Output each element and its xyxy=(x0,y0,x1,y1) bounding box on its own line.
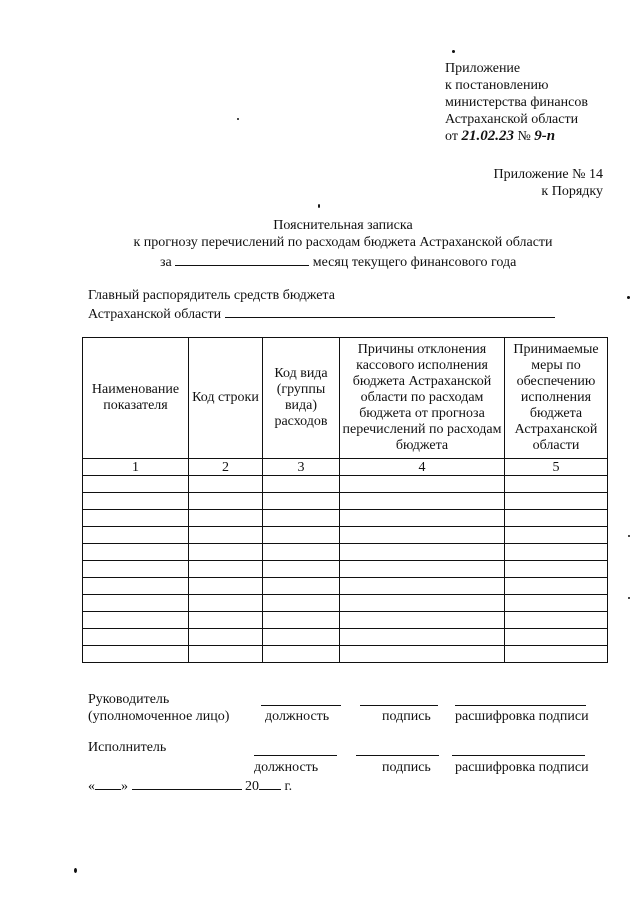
table-cell xyxy=(189,510,263,527)
scan-speck xyxy=(318,204,320,208)
date-month-blank xyxy=(132,776,242,790)
table-cell xyxy=(83,493,189,510)
appendix-order: к Порядку xyxy=(541,184,603,199)
table-header-row xyxy=(83,338,608,459)
scan-speck xyxy=(627,296,630,299)
approval-line-1: Приложение xyxy=(445,61,521,76)
table-cell xyxy=(505,544,608,561)
table-row xyxy=(83,612,608,629)
table-cell xyxy=(83,561,189,578)
column-number-2: 2 xyxy=(189,459,263,476)
table-cell xyxy=(263,544,340,561)
table-cell xyxy=(263,476,340,493)
approval-number-sign: № xyxy=(517,129,531,144)
executor-position-line xyxy=(254,755,337,756)
table-row xyxy=(83,544,608,561)
head-position-caption: должность xyxy=(265,709,330,724)
executor-position-caption: должность xyxy=(254,760,319,775)
approval-date-value: 21.02.23 xyxy=(461,128,514,144)
head-position-line xyxy=(261,705,341,706)
table-row xyxy=(83,561,608,578)
table-cell xyxy=(189,595,263,612)
table-row xyxy=(83,578,608,595)
approval-line-4: Астраханской области xyxy=(445,112,579,127)
head-signature-line xyxy=(360,705,438,706)
table-cell xyxy=(263,527,340,544)
table-cell xyxy=(83,629,189,646)
manager-line-2 xyxy=(88,304,555,323)
executor-signature-caption: подпись xyxy=(382,760,431,775)
approval-line-2: к постановлению xyxy=(445,78,549,93)
table-cell xyxy=(189,612,263,629)
table-cell xyxy=(189,493,263,510)
date-year-suffix: г. xyxy=(284,779,293,794)
table-cell xyxy=(263,595,340,612)
table-row xyxy=(83,629,608,646)
table-cell xyxy=(83,578,189,595)
table-cell xyxy=(189,476,263,493)
table-cell xyxy=(83,510,189,527)
period-blank xyxy=(175,252,309,266)
header-deviation-reasons: Причины отклонения кассового исполнения бюджета Астраханской области по расходам бюджета от прогноза перечислений по расходам бюджета xyxy=(340,338,505,459)
table-cell xyxy=(505,629,608,646)
date-year-prefix: 20 xyxy=(245,779,259,794)
table-cell xyxy=(83,612,189,629)
table-cell xyxy=(189,561,263,578)
table-cell xyxy=(340,476,505,493)
table-cell xyxy=(505,612,608,629)
date-line xyxy=(88,776,292,795)
header-indicator-name: Наименование показателя xyxy=(83,338,189,459)
manager-blank xyxy=(225,304,555,318)
period-prefix: за xyxy=(160,255,172,270)
period-suffix: месяц текущего финансового года xyxy=(312,255,517,270)
table-cell xyxy=(505,527,608,544)
document-period-line xyxy=(160,252,516,271)
table-cell xyxy=(340,544,505,561)
table-row xyxy=(83,510,608,527)
table-cell xyxy=(263,493,340,510)
table-cell xyxy=(340,595,505,612)
column-number-row xyxy=(83,459,608,476)
scan-speck xyxy=(628,535,630,537)
header-measures: Принимаемые меры по обеспечению исполнения бюджета Астраханской области xyxy=(505,338,608,459)
table-cell xyxy=(83,476,189,493)
scan-speck xyxy=(628,597,630,599)
scan-speck xyxy=(237,118,239,120)
date-year-blank xyxy=(259,776,281,790)
approval-line-3: министерства финансов xyxy=(445,95,588,110)
table-cell xyxy=(340,578,505,595)
document-title: Пояснительная записка xyxy=(273,218,413,233)
table-cell xyxy=(505,510,608,527)
executor-label: Исполнитель xyxy=(88,740,167,755)
column-number-4: 4 xyxy=(340,459,505,476)
manager-region: Астраханской области xyxy=(88,307,222,322)
approval-date-line xyxy=(445,128,555,145)
executor-signature-line xyxy=(356,755,439,756)
table-cell xyxy=(505,493,608,510)
appendix-number: Приложение № 14 xyxy=(493,167,603,182)
approval-date-prefix: от xyxy=(445,129,458,144)
table-cell xyxy=(189,646,263,663)
executor-decoding-line xyxy=(452,755,585,756)
table-cell xyxy=(340,493,505,510)
column-number-5: 5 xyxy=(505,459,608,476)
table-cell xyxy=(189,544,263,561)
head-decoding-line xyxy=(455,705,586,706)
table-cell xyxy=(340,510,505,527)
table-cell xyxy=(189,629,263,646)
table-cell xyxy=(505,595,608,612)
column-number-1: 1 xyxy=(83,459,189,476)
head-sublabel: (уполномоченное лицо) xyxy=(88,709,230,724)
table-cell xyxy=(340,629,505,646)
executor-decoding-caption: расшифровка подписи xyxy=(455,760,589,775)
manager-line-1: Главный распорядитель средств бюджета xyxy=(88,288,335,303)
table-cell xyxy=(505,561,608,578)
table-row xyxy=(83,595,608,612)
table-cell xyxy=(340,612,505,629)
table-cell xyxy=(83,595,189,612)
table-cell xyxy=(340,561,505,578)
head-decoding-caption: расшифровка подписи xyxy=(455,709,589,724)
date-open-quote: « xyxy=(88,779,95,794)
table-cell xyxy=(83,646,189,663)
approval-number-value: 9-п xyxy=(534,128,556,144)
table-cell xyxy=(340,646,505,663)
head-signature-caption: подпись xyxy=(382,709,431,724)
table-row xyxy=(83,476,608,493)
table-row xyxy=(83,527,608,544)
table-cell xyxy=(263,612,340,629)
table-cell xyxy=(340,527,505,544)
table-cell xyxy=(189,527,263,544)
table-row xyxy=(83,493,608,510)
table-cell xyxy=(263,578,340,595)
scan-speck xyxy=(74,868,77,873)
table-cell xyxy=(263,629,340,646)
document-subtitle: к прогнозу перечислений по расходам бюджета Астраханской области xyxy=(133,235,553,250)
table-cell xyxy=(189,578,263,595)
table-cell xyxy=(505,646,608,663)
header-row-code: Код строки xyxy=(189,338,263,459)
table-cell xyxy=(505,476,608,493)
table-body xyxy=(83,476,608,663)
table-cell xyxy=(505,578,608,595)
date-day-blank xyxy=(95,776,121,790)
header-expense-type-code: Код вида (группы вида) расходов xyxy=(263,338,340,459)
table-cell xyxy=(263,510,340,527)
table-cell xyxy=(83,527,189,544)
table-row xyxy=(83,646,608,663)
table-cell xyxy=(83,544,189,561)
table-cell xyxy=(263,646,340,663)
date-close-quote: » xyxy=(121,779,128,794)
column-number-3: 3 xyxy=(263,459,340,476)
explanatory-table xyxy=(82,337,608,663)
table-cell xyxy=(263,561,340,578)
scan-speck xyxy=(452,50,455,53)
head-label: Руководитель xyxy=(88,692,170,707)
